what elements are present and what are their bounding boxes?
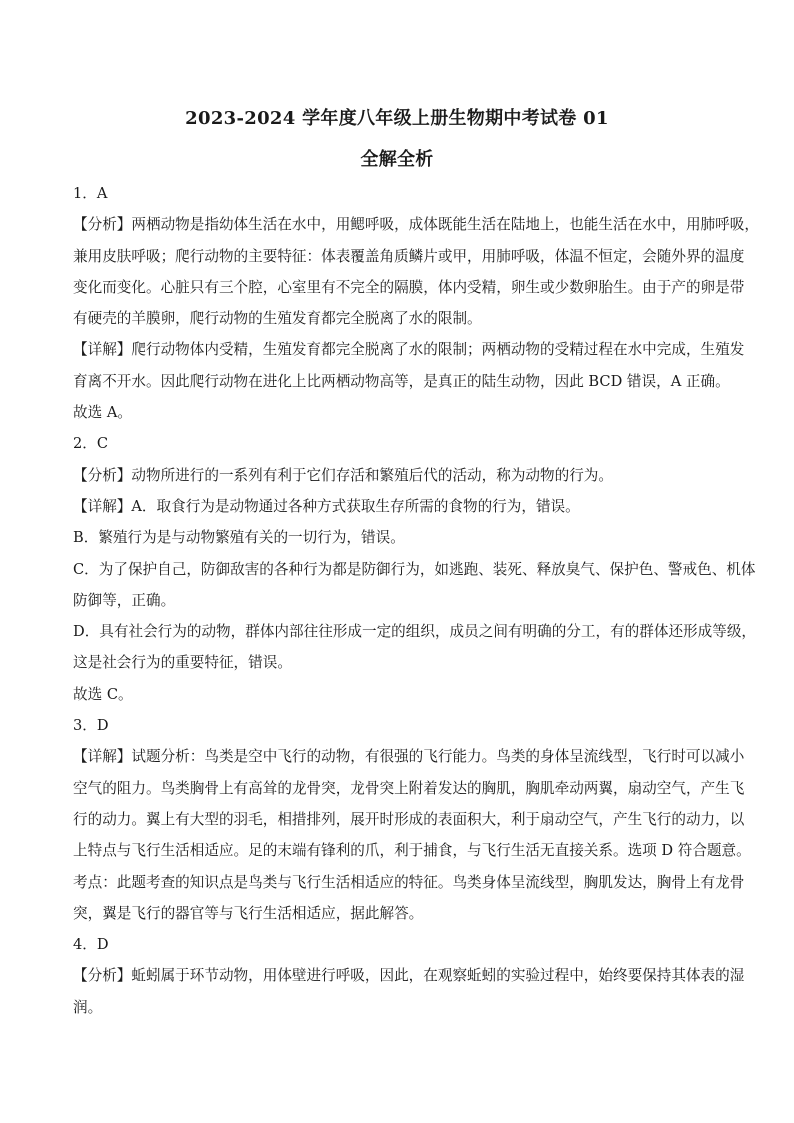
answer-2-option-b: B．繁殖行为是与动物繁殖有关的一切行为，错误。 xyxy=(73,529,405,547)
answer-1-analysis-line: 兼用皮肤呼吸；爬行动物的主要特征：体表覆盖角质鳞片或甲，用肺呼吸，体温不恒定，会随外界的温度 xyxy=(73,247,745,265)
answer-content xyxy=(73,184,759,1029)
answer-2-number: 2．C xyxy=(73,435,109,453)
answer-3-detail-line: 空气的阻力。鸟类胸骨上有高耸的龙骨突，龙骨突上附着发达的胸肌，胸肌牵动两翼，扇动空气，产生飞 xyxy=(73,779,745,797)
answer-4-analysis-line: 【分析】蚯蚓属于环节动物，用体壁进行呼吸，因此，在观察蚯蚓的实验过程中，始终要保持其体表的湿 xyxy=(73,967,745,985)
document-title: 2023-2024 学年度八年级上册生物期中考试卷 01 xyxy=(185,108,609,129)
answer-1-analysis-line: 【分析】两栖动物是指幼体生活在水中，用鳃呼吸，成体既能生活在陆地上，也能生活在水中，用肺呼吸， xyxy=(73,216,759,234)
document-subtitle: 全解全析 xyxy=(360,149,434,170)
answer-3-point-line: 突，翼是飞行的器官等与飞行生活相适应，据此解答。 xyxy=(73,904,424,922)
answer-1-analysis-line: 变化而变化。心脏只有三个腔，心室里有不完全的隔膜，体内受精，卵生或少数卵胎生。由于产的卵是带 xyxy=(73,278,745,296)
answer-2-option-d: 这是社会行为的重要特征，错误。 xyxy=(73,654,292,672)
answer-2-option-d: D．具有社会行为的动物，群体内部往往形成一定的组织，成员之间有明确的分工，有的群体还形成等级， xyxy=(73,623,757,641)
answer-3-detail-line: 上特点与飞行生活相适应。足的末端有锋利的爪，利于捕食，与飞行生活无直接关系。选项 D 符合题意。 xyxy=(73,842,751,860)
answer-3-number: 3．D xyxy=(73,717,109,735)
answer-1-analysis-line: 有硬壳的羊膜卵，爬行动物的生殖发育都完全脱离了水的限制。 xyxy=(73,310,482,328)
answer-2-option-c: 防御等，正确。 xyxy=(73,591,176,609)
answer-1-detail-line: 【详解】爬行动物体内受精，生殖发育都完全脱离了水的限制；两栖动物的受精过程在水中完成，生殖发 xyxy=(73,341,745,359)
answer-1-detail-line: 育离不开水。因此爬行动物在进化上比两栖动物高等，是真正的陆生动物，因此 BCD 错误，A 正确。 xyxy=(73,372,730,390)
answer-2-conclusion: 故选 C。 xyxy=(73,685,133,703)
answer-1-number: 1．A xyxy=(73,185,108,202)
answer-2-option-c: C．为了保护自己，防御敌害的各种行为都是防御行为，如逃跑、装死、释放臭气、保护色、警戒色、机体 xyxy=(73,560,756,578)
answer-3-detail-line: 行的动力。翼上有大型的羽毛，相措排列，展开时形成的表面积大，利于扇动空气，产生飞行的动力，以 xyxy=(73,810,745,828)
answer-1-conclusion: 故选 A。 xyxy=(73,404,132,422)
answer-4-analysis-line: 润。 xyxy=(73,998,103,1016)
answer-3-detail-line: 【详解】试题分析：鸟类是空中飞行的动物，有很强的飞行能力。鸟类的身体呈流线型，飞行时可以减小 xyxy=(73,748,745,766)
answer-2-detail-line: 【详解】A．取食行为是动物通过各种方式获取生存所需的食物的行为，错误。 xyxy=(73,497,580,515)
answer-2-analysis-line: 【分析】动物所进行的一系列有利于它们存活和繁殖后代的活动，称为动物的行为。 xyxy=(73,466,613,484)
answer-3-point-line: 考点：此题考查的知识点是鸟类与飞行生活相适应的特征。鸟类身体呈流线型，胸肌发达，胸骨上有龙骨 xyxy=(73,873,745,891)
answer-4-number: 4．D xyxy=(73,936,109,954)
